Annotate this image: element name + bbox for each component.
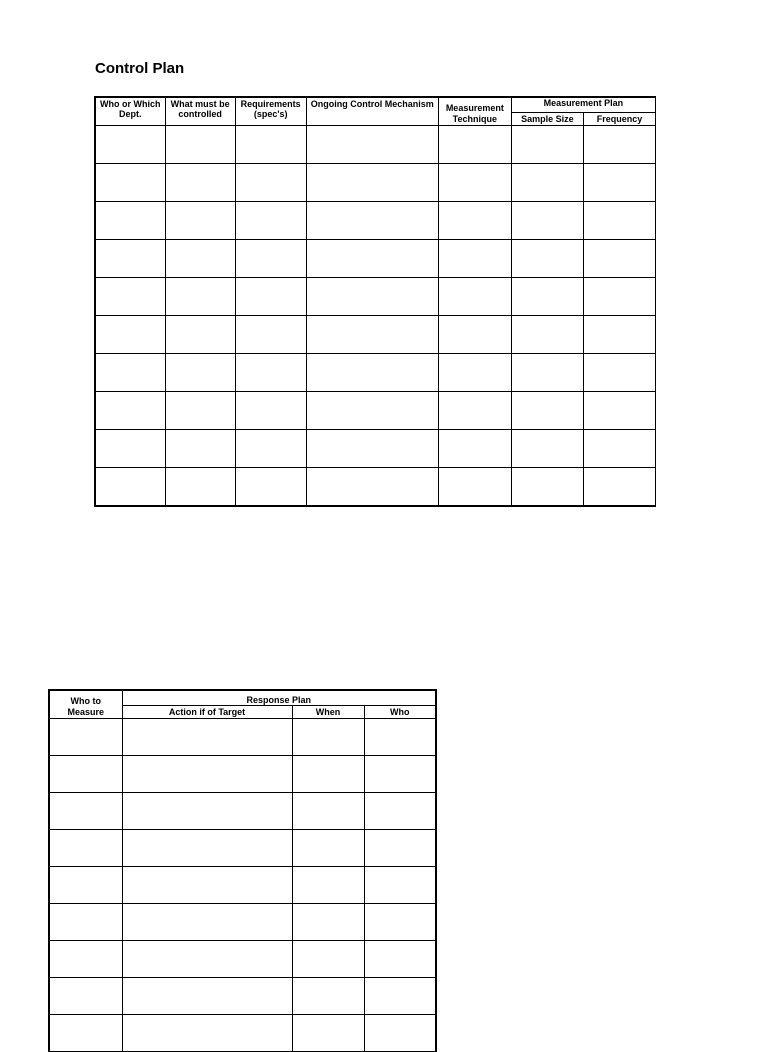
table-cell[interactable] [364, 830, 436, 867]
table-cell[interactable] [511, 202, 583, 240]
header-requirements: Requirements (spec's) [235, 97, 306, 126]
header-response-plan: Response Plan [122, 690, 436, 706]
table-cell[interactable] [511, 354, 583, 392]
header-what-controlled: What must be controlled [165, 97, 235, 126]
header-measurement: Measurement [438, 97, 511, 113]
table-row [95, 316, 656, 354]
table-cell[interactable] [95, 202, 165, 240]
table-cell[interactable] [306, 164, 438, 202]
table-cell[interactable] [122, 793, 292, 830]
table-cell[interactable] [364, 867, 436, 904]
table-cell[interactable] [49, 1015, 122, 1052]
table-cell[interactable] [292, 941, 364, 978]
table-cell[interactable] [292, 719, 364, 756]
table-cell[interactable] [511, 468, 583, 507]
table-cell[interactable] [122, 1015, 292, 1052]
table-cell[interactable] [438, 354, 511, 392]
table-cell[interactable] [235, 126, 306, 164]
table-row [49, 793, 436, 830]
header-who-dept: Who or Which Dept. [95, 97, 165, 126]
table-cell[interactable] [511, 392, 583, 430]
table-cell[interactable] [364, 793, 436, 830]
table-cell[interactable] [122, 904, 292, 941]
table-cell[interactable] [49, 830, 122, 867]
header-technique: Technique [438, 113, 511, 126]
table-row [95, 430, 656, 468]
table-cell[interactable] [511, 126, 583, 164]
table-cell[interactable] [235, 240, 306, 278]
table-cell[interactable] [438, 278, 511, 316]
table-cell[interactable] [292, 1015, 364, 1052]
table-cell[interactable] [122, 756, 292, 793]
table-cell[interactable] [438, 164, 511, 202]
table-cell[interactable] [364, 1015, 436, 1052]
table-cell[interactable] [165, 430, 235, 468]
table-cell[interactable] [583, 126, 655, 164]
table-cell[interactable] [122, 941, 292, 978]
table-cell[interactable] [364, 978, 436, 1015]
table-cell[interactable] [95, 468, 165, 507]
table-cell[interactable] [235, 202, 306, 240]
table-cell[interactable] [438, 316, 511, 354]
table-cell[interactable] [583, 430, 655, 468]
header-when: When [292, 706, 364, 719]
table-cell[interactable] [583, 164, 655, 202]
table-row [95, 126, 656, 164]
table-cell[interactable] [165, 392, 235, 430]
table-cell[interactable] [122, 830, 292, 867]
table-row [95, 240, 656, 278]
table-cell[interactable] [306, 126, 438, 164]
table-cell[interactable] [122, 867, 292, 904]
table-cell[interactable] [306, 316, 438, 354]
table-row [49, 1015, 436, 1052]
table-row [95, 392, 656, 430]
table-cell[interactable] [438, 430, 511, 468]
header-ongoing-control: Ongoing Control Mechanism [306, 97, 438, 126]
control-plan-table [94, 96, 656, 507]
table-cell[interactable] [165, 202, 235, 240]
table-cell[interactable] [165, 240, 235, 278]
table-cell[interactable] [306, 202, 438, 240]
table-cell[interactable] [292, 978, 364, 1015]
table-cell[interactable] [49, 978, 122, 1015]
table-cell[interactable] [583, 468, 655, 507]
table-cell[interactable] [306, 240, 438, 278]
table-cell[interactable] [364, 941, 436, 978]
table-cell[interactable] [235, 392, 306, 430]
table-cell[interactable] [122, 978, 292, 1015]
table-cell[interactable] [235, 316, 306, 354]
response-plan-table [48, 689, 437, 1052]
table-row [49, 904, 436, 941]
table-cell[interactable] [165, 316, 235, 354]
table-cell[interactable] [511, 278, 583, 316]
header-sample-size: Sample Size [511, 113, 583, 126]
table-cell[interactable] [364, 904, 436, 941]
table-cell[interactable] [438, 240, 511, 278]
table-cell[interactable] [49, 941, 122, 978]
table-cell[interactable] [292, 793, 364, 830]
table-cell[interactable] [165, 468, 235, 507]
table-cell[interactable] [583, 240, 655, 278]
table-cell[interactable] [511, 240, 583, 278]
table-cell[interactable] [583, 354, 655, 392]
table-row [95, 468, 656, 507]
table-cell[interactable] [511, 316, 583, 354]
table-cell[interactable] [438, 126, 511, 164]
table-cell[interactable] [122, 719, 292, 756]
table-cell[interactable] [306, 430, 438, 468]
table-row [95, 202, 656, 240]
table-cell[interactable] [95, 316, 165, 354]
table-row [95, 354, 656, 392]
table-cell[interactable] [292, 756, 364, 793]
table-cell[interactable] [511, 164, 583, 202]
table-cell[interactable] [165, 278, 235, 316]
table-cell[interactable] [49, 793, 122, 830]
table-cell[interactable] [95, 392, 165, 430]
header-frequency: Frequency [583, 113, 655, 126]
table-cell[interactable] [95, 126, 165, 164]
table-cell[interactable] [165, 126, 235, 164]
table-cell[interactable] [306, 392, 438, 430]
table-cell[interactable] [235, 468, 306, 507]
table-cell[interactable] [364, 756, 436, 793]
table-cell[interactable] [583, 202, 655, 240]
table-row [49, 830, 436, 867]
table-cell[interactable] [292, 867, 364, 904]
header-action: Action if of Target [122, 706, 292, 719]
table-cell[interactable] [583, 316, 655, 354]
table-cell[interactable] [95, 430, 165, 468]
table-row [95, 164, 656, 202]
table-cell[interactable] [511, 430, 583, 468]
table-cell[interactable] [49, 756, 122, 793]
table-cell[interactable] [95, 164, 165, 202]
table-cell[interactable] [165, 354, 235, 392]
table-cell[interactable] [306, 354, 438, 392]
table-cell[interactable] [235, 278, 306, 316]
table-cell[interactable] [364, 719, 436, 756]
table-row [49, 867, 436, 904]
header-who-to: Who to [49, 690, 122, 706]
header-measure: Measure [49, 706, 122, 719]
table-cell[interactable] [438, 202, 511, 240]
table-cell[interactable] [583, 278, 655, 316]
table-cell[interactable] [235, 354, 306, 392]
table-cell[interactable] [235, 430, 306, 468]
table-cell[interactable] [438, 392, 511, 430]
page-title: Control Plan [95, 60, 185, 77]
table-cell[interactable] [438, 468, 511, 507]
table-cell[interactable] [95, 354, 165, 392]
table-row [49, 756, 436, 793]
table-cell[interactable] [49, 719, 122, 756]
table-cell[interactable] [49, 904, 122, 941]
table-cell[interactable] [235, 164, 306, 202]
table-cell[interactable] [95, 240, 165, 278]
table-cell[interactable] [95, 278, 165, 316]
table-row [49, 719, 436, 756]
header-measurement-plan: Measurement Plan [511, 97, 655, 113]
header-who: Who [364, 706, 436, 719]
table-cell[interactable] [583, 392, 655, 430]
table-cell[interactable] [49, 867, 122, 904]
table-cell[interactable] [306, 468, 438, 507]
table-row [49, 941, 436, 978]
table-row [95, 278, 656, 316]
table-cell[interactable] [292, 904, 364, 941]
table-cell[interactable] [292, 830, 364, 867]
table-row [49, 978, 436, 1015]
table-cell[interactable] [306, 278, 438, 316]
table-cell[interactable] [165, 164, 235, 202]
